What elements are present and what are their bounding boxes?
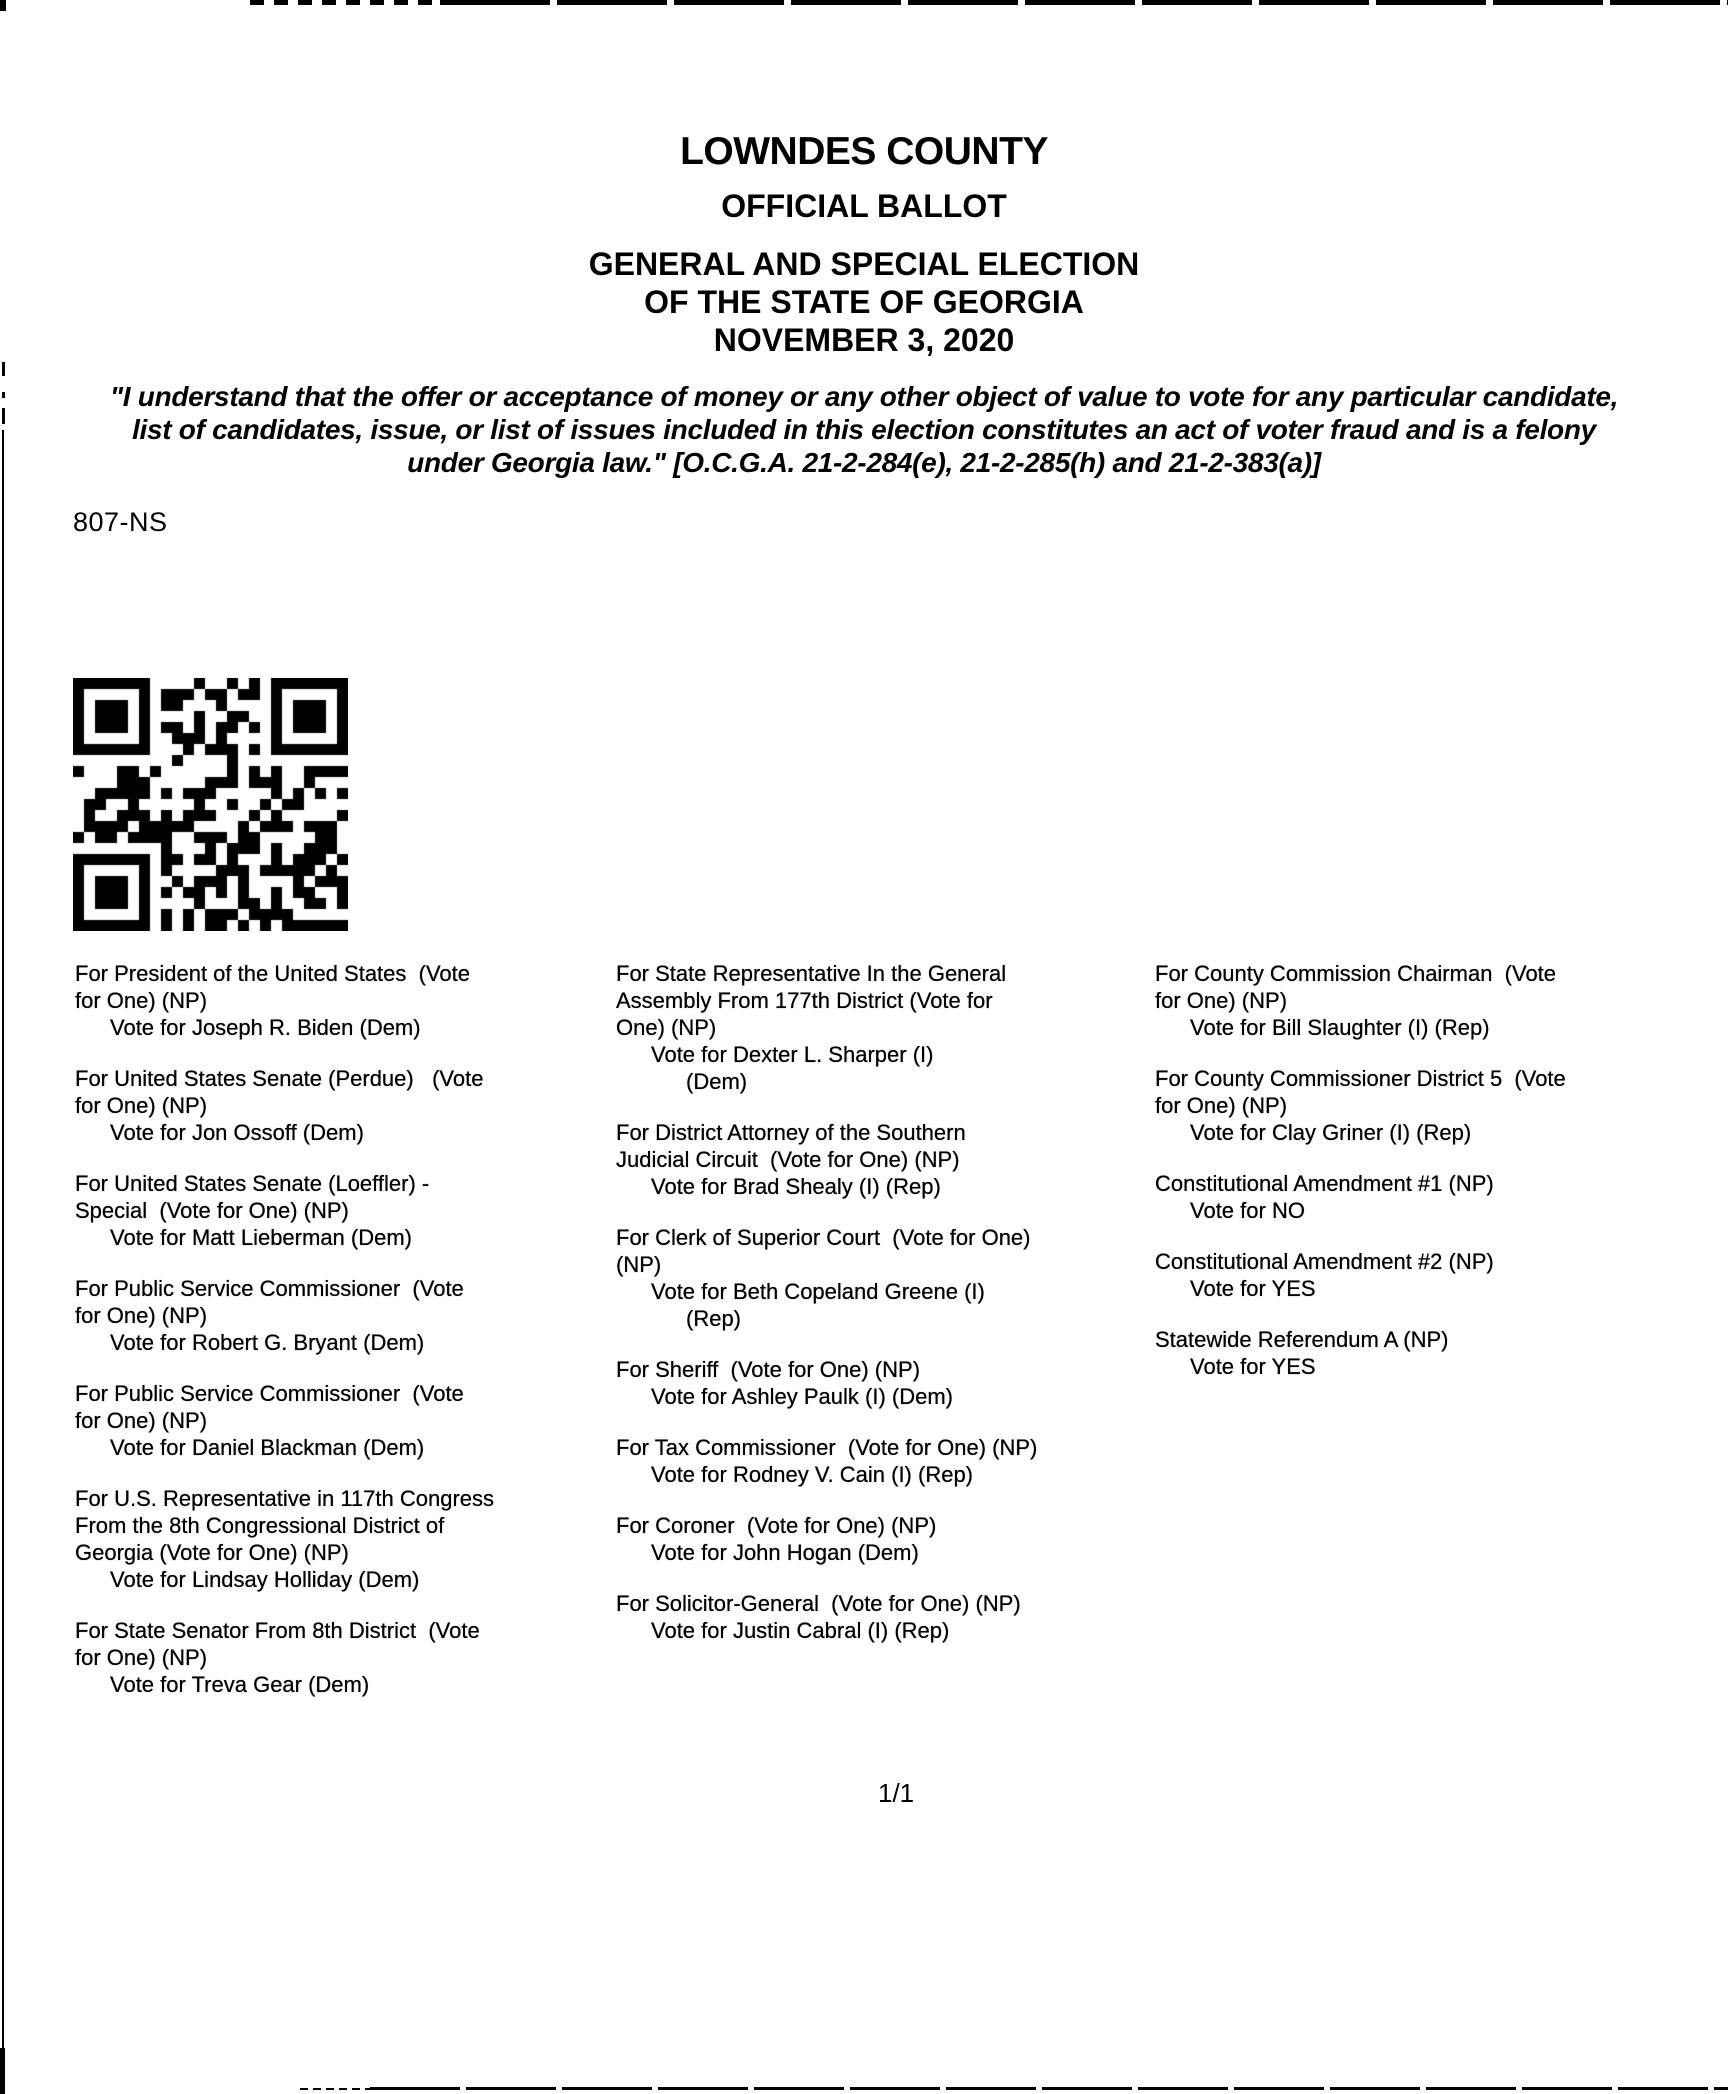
race-item bbox=[75, 1617, 545, 1698]
race-title-line: Judicial Circuit (Vote for One) (NP) bbox=[616, 1147, 960, 1172]
race-item bbox=[75, 1065, 545, 1146]
race-title-line: For Sheriff (Vote for One) (NP) bbox=[616, 1357, 921, 1382]
race-title-line: For Clerk of Superior Court (Vote for One) bbox=[616, 1225, 1031, 1250]
race-vote-line: Vote for Ashley Paulk (I) (Dem) bbox=[651, 1384, 953, 1409]
race-item bbox=[1155, 1065, 1675, 1146]
race-item bbox=[616, 1119, 1116, 1200]
scan-artifact-top-dashed-line bbox=[250, 0, 440, 5]
election-title-line: GENERAL AND SPECIAL ELECTION bbox=[588, 246, 1140, 282]
disclaimer-line: under Georgia law." [O.C.G.A. 21-2-284(e), 21-2-285(h) and 21-2-383(a)] bbox=[407, 447, 1321, 478]
race-vote-line: Vote for YES bbox=[1190, 1354, 1316, 1379]
race-vote-line: Vote for Matt Lieberman (Dem) bbox=[110, 1225, 413, 1250]
race-vote-line: Vote for Justin Cabral (I) (Rep) bbox=[651, 1618, 950, 1643]
scan-artifact-top-line bbox=[440, 0, 1728, 5]
race-item bbox=[1155, 1170, 1675, 1224]
race-vote-line: Vote for Beth Copeland Greene (I) bbox=[651, 1279, 985, 1304]
scan-artifact-left-dash bbox=[2, 362, 5, 376]
race-vote-line: Vote for NO bbox=[1190, 1198, 1305, 1223]
race-item bbox=[616, 1224, 1116, 1332]
disclaimer-line: list of candidates, issue, or list of issues included in this election constitutes an act of voter fraud and is a felony bbox=[132, 414, 1596, 445]
election-title-block bbox=[0, 245, 1728, 359]
race-title-line: For Coroner (Vote for One) (NP) bbox=[616, 1513, 937, 1538]
race-item bbox=[616, 1512, 1116, 1566]
scan-artifact-top-left-corner bbox=[0, 0, 6, 11]
ballot-style-number: 807-NS bbox=[73, 507, 168, 537]
race-vote-line: Vote for Robert G. Bryant (Dem) bbox=[110, 1330, 425, 1355]
race-item bbox=[75, 960, 545, 1041]
page-title: LOWNDES COUNTY bbox=[680, 130, 1048, 173]
voter-fraud-disclaimer bbox=[0, 380, 1728, 479]
race-title-line: For Tax Commissioner (Vote for One) (NP) bbox=[616, 1435, 1038, 1460]
race-title-line: For United States Senate (Loeffler) - bbox=[75, 1171, 430, 1196]
race-title-line: For Public Service Commissioner (Vote bbox=[75, 1381, 464, 1406]
race-vote-line: Vote for Clay Griner (I) (Rep) bbox=[1190, 1120, 1472, 1145]
race-title-line: For Public Service Commissioner (Vote bbox=[75, 1276, 464, 1301]
ballot-type-title: OFFICIAL BALLOT bbox=[721, 188, 1007, 224]
race-item bbox=[616, 1356, 1116, 1410]
race-title-line: For Solicitor-General (Vote for One) (NP) bbox=[616, 1591, 1021, 1616]
race-title-line: For President of the United States (Vote bbox=[75, 961, 470, 986]
race-title-line: For District Attorney of the Southern bbox=[616, 1120, 966, 1145]
race-title-line: Constitutional Amendment #2 (NP) bbox=[1155, 1249, 1494, 1274]
race-title-line: for One) (NP) bbox=[1155, 988, 1288, 1013]
scan-artifact-bottom-line bbox=[370, 2087, 1728, 2090]
race-title-line: One) (NP) bbox=[616, 1015, 717, 1040]
race-title-line: Special (Vote for One) (NP) bbox=[75, 1198, 349, 1223]
race-title-line: for One) (NP) bbox=[1155, 1093, 1288, 1118]
qr-code bbox=[73, 678, 348, 931]
contest-column-1 bbox=[75, 960, 545, 1722]
race-item bbox=[1155, 960, 1675, 1041]
race-vote-line: Vote for Bill Slaughter (I) (Rep) bbox=[1190, 1015, 1490, 1040]
race-title-line: for One) (NP) bbox=[75, 1408, 208, 1433]
election-title-line: OF THE STATE OF GEORGIA bbox=[644, 284, 1084, 320]
race-title-line: For U.S. Representative in 117th Congress bbox=[75, 1486, 495, 1511]
contest-column-2 bbox=[616, 960, 1116, 1668]
race-title-line: For United States Senate (Perdue) (Vote bbox=[75, 1066, 484, 1091]
scan-artifact-left-edge-line bbox=[2, 430, 4, 2094]
race-title-line: For County Commission Chairman (Vote bbox=[1155, 961, 1557, 986]
race-title-line: for One) (NP) bbox=[75, 1303, 208, 1328]
scan-artifact-bottom-dashed-line bbox=[300, 2088, 370, 2090]
race-vote-line: Vote for Daniel Blackman (Dem) bbox=[110, 1435, 425, 1460]
race-title-line: Assembly From 177th District (Vote for bbox=[616, 988, 993, 1013]
page-number: 1/1 bbox=[878, 1778, 915, 1808]
race-item bbox=[616, 1590, 1116, 1644]
race-item bbox=[616, 960, 1116, 1095]
race-title-line: for One) (NP) bbox=[75, 988, 208, 1013]
race-vote-line: Vote for Lindsay Holliday (Dem) bbox=[110, 1567, 420, 1592]
race-vote-line: Vote for YES bbox=[1190, 1276, 1316, 1301]
race-title-line: (NP) bbox=[616, 1252, 662, 1277]
race-title-line: From the 8th Congressional District of bbox=[75, 1513, 445, 1538]
race-item bbox=[75, 1170, 545, 1251]
race-title-line: For County Commissioner District 5 (Vote bbox=[1155, 1066, 1566, 1091]
race-item bbox=[1155, 1326, 1675, 1380]
race-vote-line: Vote for Brad Shealy (I) (Rep) bbox=[651, 1174, 941, 1199]
race-vote-line: Vote for Treva Gear (Dem) bbox=[110, 1672, 370, 1697]
election-title-line: NOVEMBER 3, 2020 bbox=[713, 322, 1015, 358]
contest-column-3 bbox=[1155, 960, 1675, 1404]
race-title-line: Statewide Referendum A (NP) bbox=[1155, 1327, 1449, 1352]
race-vote-line: Vote for Joseph R. Biden (Dem) bbox=[110, 1015, 421, 1040]
race-title-line: For State Senator From 8th District (Vote bbox=[75, 1618, 480, 1643]
disclaimer-line: "I understand that the offer or acceptance of money or any other object of value to vote for any particular candidate, bbox=[109, 381, 1619, 412]
race-vote-line: (Rep) bbox=[686, 1306, 742, 1331]
race-title-line: For State Representative In the General bbox=[616, 961, 1007, 986]
race-vote-line: Vote for Dexter L. Sharper (I) bbox=[651, 1042, 934, 1067]
race-item bbox=[75, 1275, 545, 1356]
scan-artifact-bottom-left-nub bbox=[0, 2048, 5, 2094]
race-title-line: for One) (NP) bbox=[75, 1093, 208, 1118]
race-item bbox=[1155, 1248, 1675, 1302]
race-item bbox=[75, 1485, 545, 1593]
race-vote-line: Vote for Jon Ossoff (Dem) bbox=[110, 1120, 364, 1145]
race-vote-line: Vote for Rodney V. Cain (I) (Rep) bbox=[651, 1462, 974, 1487]
race-title-line: for One) (NP) bbox=[75, 1645, 208, 1670]
race-vote-line: (Dem) bbox=[686, 1069, 748, 1094]
race-title-line: Georgia (Vote for One) (NP) bbox=[75, 1540, 349, 1565]
race-vote-line: Vote for John Hogan (Dem) bbox=[651, 1540, 919, 1565]
race-item bbox=[616, 1434, 1116, 1488]
race-item bbox=[75, 1380, 545, 1461]
race-title-line: Constitutional Amendment #1 (NP) bbox=[1155, 1171, 1494, 1196]
